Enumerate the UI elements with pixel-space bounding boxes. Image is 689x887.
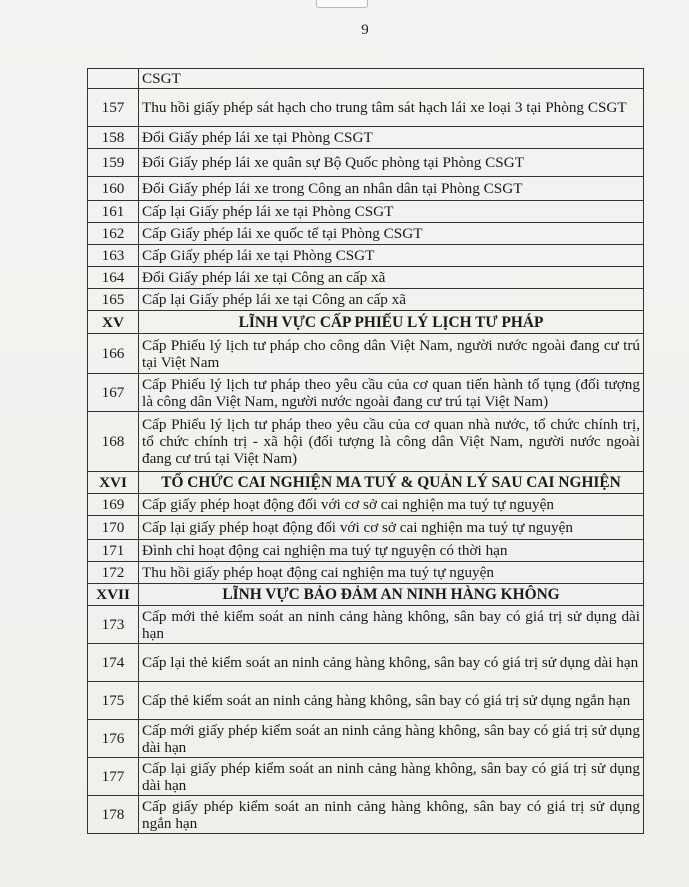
item-text: Cấp lại Giấy phép lái xe tại Công an cấp xã bbox=[139, 289, 644, 311]
table-row bbox=[88, 223, 644, 245]
table-row bbox=[88, 89, 644, 127]
item-text: Cấp mới giấy phép kiểm soát an ninh cảng hàng không, sân bay có giá trị sử dụng dài hạn bbox=[139, 720, 644, 758]
table-row bbox=[88, 149, 644, 177]
section-number: XV bbox=[88, 311, 139, 334]
item-number: 171 bbox=[88, 540, 139, 562]
table-row bbox=[88, 374, 644, 412]
item-number: 163 bbox=[88, 245, 139, 267]
item-number: 162 bbox=[88, 223, 139, 245]
section-number: XVII bbox=[88, 584, 139, 606]
item-number: 157 bbox=[88, 89, 139, 127]
item-text: Cấp Phiếu lý lịch tư pháp cho công dân Việt Nam, người nước ngoài đang cư trú tại Việt Nam bbox=[139, 334, 644, 374]
item-number bbox=[88, 69, 139, 89]
item-text: Đổi Giấy phép lái xe tại Công an cấp xã bbox=[139, 267, 644, 289]
table-row bbox=[88, 245, 644, 267]
table-row bbox=[88, 644, 644, 682]
section-title: LĨNH VỰC BẢO ĐẢM AN NINH HÀNG KHÔNG bbox=[139, 584, 644, 606]
item-text: Cấp giấy phép kiểm soát an ninh cảng hàng không, sân bay có giá trị sử dụng ngắn hạn bbox=[139, 796, 644, 834]
item-number: 165 bbox=[88, 289, 139, 311]
item-number: 166 bbox=[88, 334, 139, 374]
procedure-table bbox=[87, 68, 644, 834]
item-text: Cấp giấy phép hoạt động đối với cơ sở cai nghiện ma tuý tự nguyện bbox=[139, 494, 644, 516]
item-number: 177 bbox=[88, 758, 139, 796]
table-row bbox=[88, 127, 644, 149]
item-text: Thu hồi giấy phép hoạt động cai nghiện ma tuý tự nguyện bbox=[139, 562, 644, 584]
item-number: 178 bbox=[88, 796, 139, 834]
item-number: 164 bbox=[88, 267, 139, 289]
table-row bbox=[88, 289, 644, 311]
item-text: Cấp Phiếu lý lịch tư pháp theo yêu cầu của cơ quan tiến hành tố tụng (đối tượng là công dân Việt Nam, người nước ngoài đang cư trú tại Việt Nam) bbox=[139, 374, 644, 412]
item-text: Đổi Giấy phép lái xe tại Phòng CSGT bbox=[139, 127, 644, 149]
item-text: Cấp Giấy phép lái xe quốc tế tại Phòng CSGT bbox=[139, 223, 644, 245]
section-header-row bbox=[88, 311, 644, 334]
item-number: 176 bbox=[88, 720, 139, 758]
item-number: 173 bbox=[88, 606, 139, 644]
table-row bbox=[88, 69, 644, 89]
item-number: 167 bbox=[88, 374, 139, 412]
table-row bbox=[88, 562, 644, 584]
page-number: 9 bbox=[361, 22, 369, 38]
table-row bbox=[88, 540, 644, 562]
table-row bbox=[88, 494, 644, 516]
item-text: CSGT bbox=[139, 69, 644, 89]
item-number: 170 bbox=[88, 516, 139, 540]
item-text: Cấp lại Giấy phép lái xe tại Phòng CSGT bbox=[139, 201, 644, 223]
item-number: 175 bbox=[88, 682, 139, 720]
table-row bbox=[88, 758, 644, 796]
table-row bbox=[88, 334, 644, 374]
table-row bbox=[88, 177, 644, 201]
table-row bbox=[88, 267, 644, 289]
table-row bbox=[88, 516, 644, 540]
section-title: LĨNH VỰC CẤP PHIẾU LÝ LỊCH TƯ PHÁP bbox=[139, 311, 644, 334]
table-row bbox=[88, 682, 644, 720]
item-text: Cấp mới thẻ kiểm soát an ninh cảng hàng không, sân bay có giá trị sử dụng dài hạn bbox=[139, 606, 644, 644]
section-header-row bbox=[88, 472, 644, 494]
section-number: XVI bbox=[88, 472, 139, 494]
item-text: Cấp lại thẻ kiểm soát an ninh cảng hàng không, sân bay có giá trị sử dụng dài hạn bbox=[139, 644, 644, 682]
item-number: 159 bbox=[88, 149, 139, 177]
item-number: 169 bbox=[88, 494, 139, 516]
item-text: Đổi Giấy phép lái xe quân sự Bộ Quốc phòng tại Phòng CSGT bbox=[139, 149, 644, 177]
item-text: Cấp lại giấy phép hoạt động đối với cơ sở cai nghiện ma tuý tự nguyện bbox=[139, 516, 644, 540]
item-text: Cấp Giấy phép lái xe tại Phòng CSGT bbox=[139, 245, 644, 267]
scroll-tab-handle[interactable] bbox=[316, 0, 368, 8]
table-row bbox=[88, 606, 644, 644]
table-row bbox=[88, 412, 644, 472]
item-text: Cấp Phiếu lý lịch tư pháp theo yêu cầu của cơ quan nhà nước, tổ chức chính trị, tổ chức chính trị - xã hội (đối tượng là công dân Việt Nam, người nước ngoài đang cư trú tại Việt Nam) bbox=[139, 412, 644, 472]
table-row bbox=[88, 796, 644, 834]
table-row bbox=[88, 201, 644, 223]
item-number: 174 bbox=[88, 644, 139, 682]
item-number: 158 bbox=[88, 127, 139, 149]
item-number: 172 bbox=[88, 562, 139, 584]
item-text: Thu hồi giấy phép sát hạch cho trung tâm sát hạch lái xe loại 3 tại Phòng CSGT bbox=[139, 89, 644, 127]
section-header-row bbox=[88, 584, 644, 606]
item-text: Cấp thẻ kiểm soát an ninh cảng hàng không, sân bay có giá trị sử dụng ngắn hạn bbox=[139, 682, 644, 720]
table-row bbox=[88, 720, 644, 758]
item-number: 160 bbox=[88, 177, 139, 201]
item-text: Cấp lại giấy phép kiểm soát an ninh cảng hàng không, sân bay có giá trị sử dụng dài hạn bbox=[139, 758, 644, 796]
item-number: 161 bbox=[88, 201, 139, 223]
section-title: TỔ CHỨC CAI NGHIỆN MA TUÝ & QUẢN LÝ SAU CAI NGHIỆN bbox=[139, 472, 644, 494]
item-text: Đình chỉ hoạt động cai nghiện ma tuý tự nguyện có thời hạn bbox=[139, 540, 644, 562]
item-text: Đổi Giấy phép lái xe trong Công an nhân dân tại Phòng CSGT bbox=[139, 177, 644, 201]
item-number: 168 bbox=[88, 412, 139, 472]
